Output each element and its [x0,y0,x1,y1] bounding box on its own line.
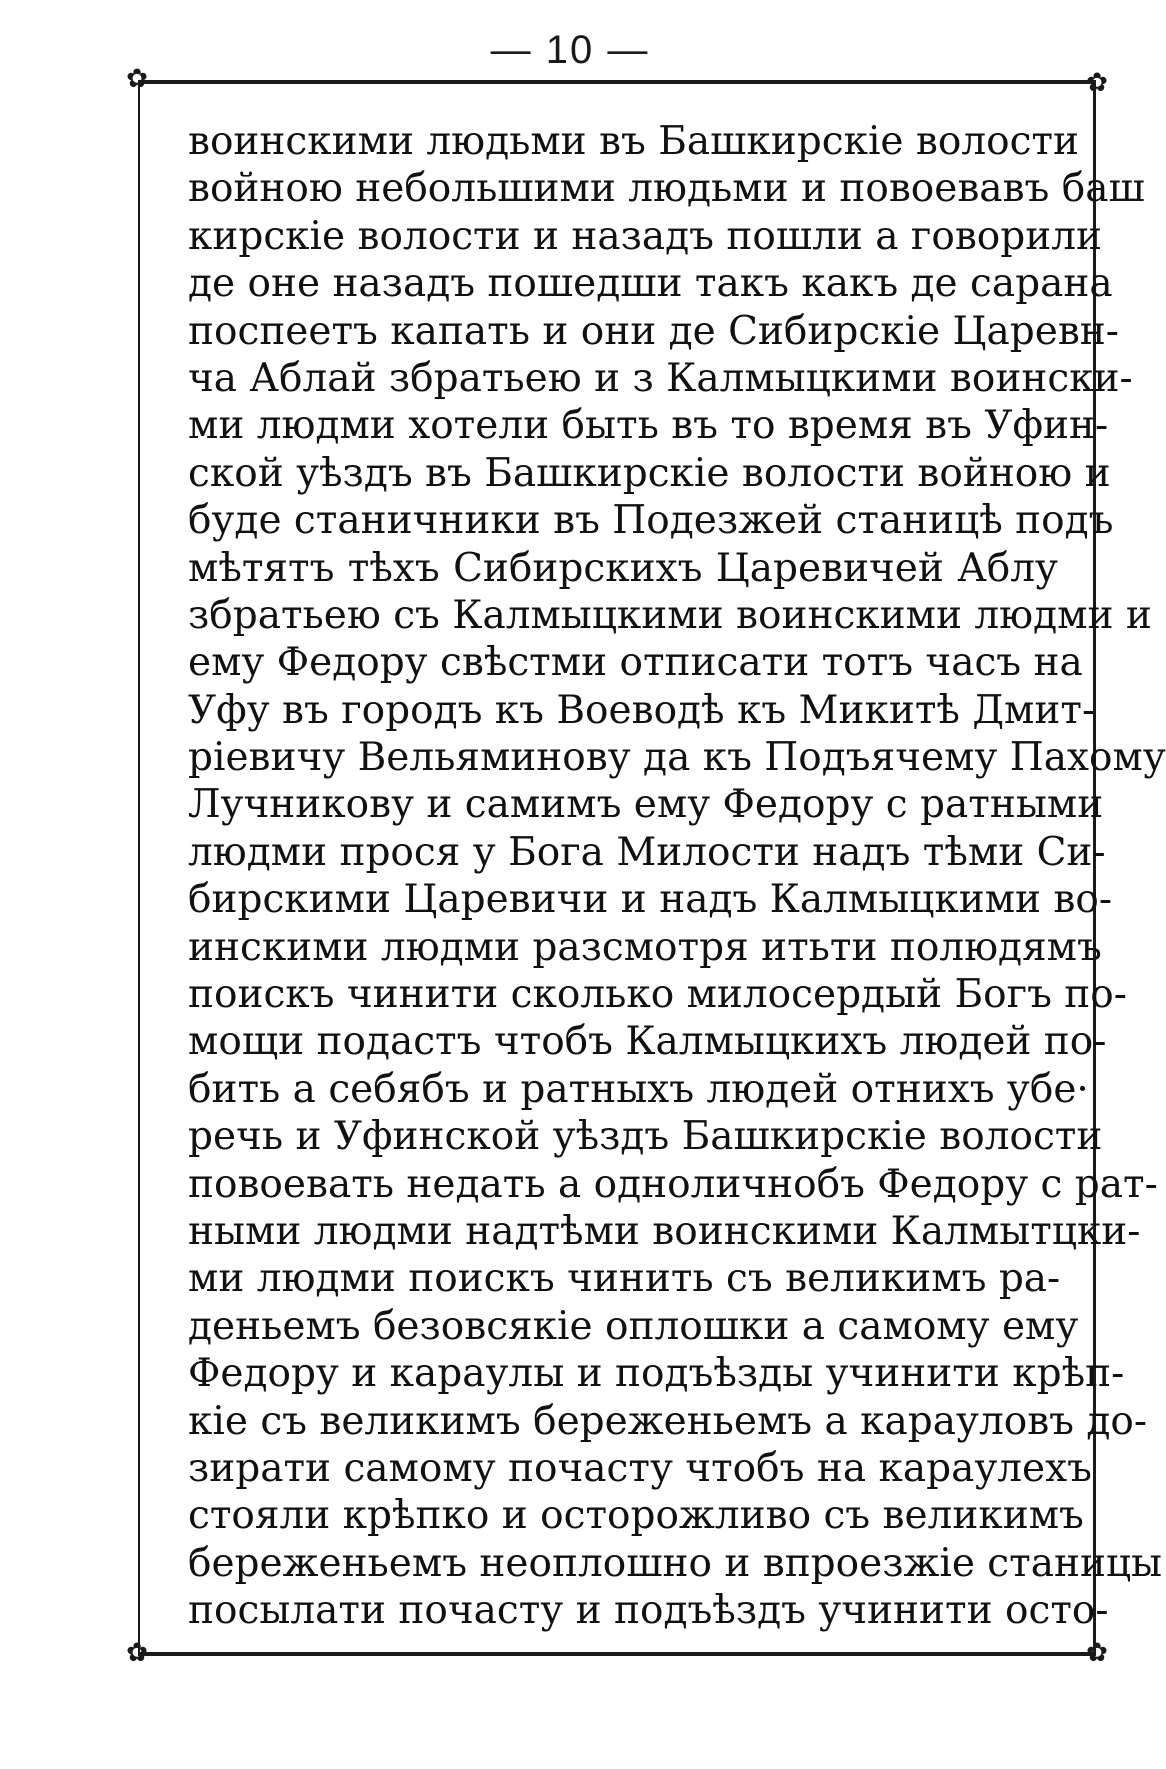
text-line: ными людми надтѣми воинскими Калмытцки- [188,1208,1141,1254]
text-line: речь и Уфинской уѣздъ Башкирскіе волости [188,1114,1103,1160]
corner-ornament-icon: ✿ [126,64,148,94]
text-line: воинскими людьми въ Башкирскіе волости [188,119,1080,164]
text-line: посылати почасту и подъѣздъ учинити осто- [188,1588,1109,1634]
text-line: ча Аблай збратьею и з Калмыцкими воински- [188,355,1133,401]
text-line: мѣтятъ тѣхъ Сибирскихъ Царевичей Аблу [188,545,1058,591]
text-line: Уфу въ городъ къ Воеводѣ къ Микитѣ Дмит- [188,687,1096,733]
page-number: — 10 — [490,28,650,72]
text-line: мощи подастъ чтобъ Калмыцкихъ людей по- [188,1019,1107,1065]
text-line: де оне назадъ пошедши такъ какъ де сарана [188,261,1113,307]
text-line: ми людми хотели быть въ то время въ Уфин- [188,403,1109,449]
text-line: войною небольшими людьми и повоевавъ баш [188,166,1145,212]
text-line: стояли крѣпко и осторожливо съ великимъ [188,1493,1084,1539]
text-line: ми людми поискъ чинить съ великимъ ра- [188,1256,1061,1302]
body-text [188,118,1166,1635]
text-line: поискъ чинити сколько милосердый Богъ по- [188,972,1127,1018]
text-line: деньемъ безовсякіе оплошки а самому ему [188,1303,1079,1349]
text-line: збратьею съ Калмыцкими воинскими людми и [188,592,1152,638]
text-line: зирати самому почасту чтобъ на караулехъ [188,1445,1092,1491]
corner-ornament-icon: ✿ [1086,1638,1108,1668]
text-line: буде станичники въ Подезжей станицѣ подъ [188,498,1114,544]
text-line: Лучникову и самимъ ему Федору с ратными [188,782,1104,828]
text-line: Федору и караулы и подъѣзды учинити крѣп- [188,1351,1125,1397]
corner-ornament-icon: ✿ [126,1638,148,1668]
text-line: ской уѣздъ въ Башкирскіе волости войною и [188,450,1111,496]
text-line: кіе съ великимъ береженьемъ а карауловъ до- [188,1398,1148,1444]
text-line: береженьемъ неоплошно и впроезжіе станицы [188,1540,1163,1586]
text-line: кирскіе волости и назадъ пошли а говорили [188,213,1103,259]
text-line: поспеетъ капать и они де Сибирскіе Царевн- [188,308,1119,354]
text-line: ему Федору свѣстми отписати тотъ часъ на [188,640,1083,686]
text-line: людми прося у Бога Милости надъ тѣми Си- [188,829,1106,875]
corner-ornament-icon: ✿ [1086,68,1108,98]
text-line: инскими людми разсмотря итьти полюдямъ [188,924,1102,970]
text-line: бирскими Царевичи и надъ Калмыцкими во- [188,877,1113,923]
text-line: ріевичу Вельяминову да къ Подъячему Пахому [188,735,1166,781]
text-line: повоевать недать а одноличнобъ Федору с рат- [188,1161,1158,1207]
text-line: бить а себябъ и ратныхъ людей отнихъ убе· [188,1066,1089,1112]
